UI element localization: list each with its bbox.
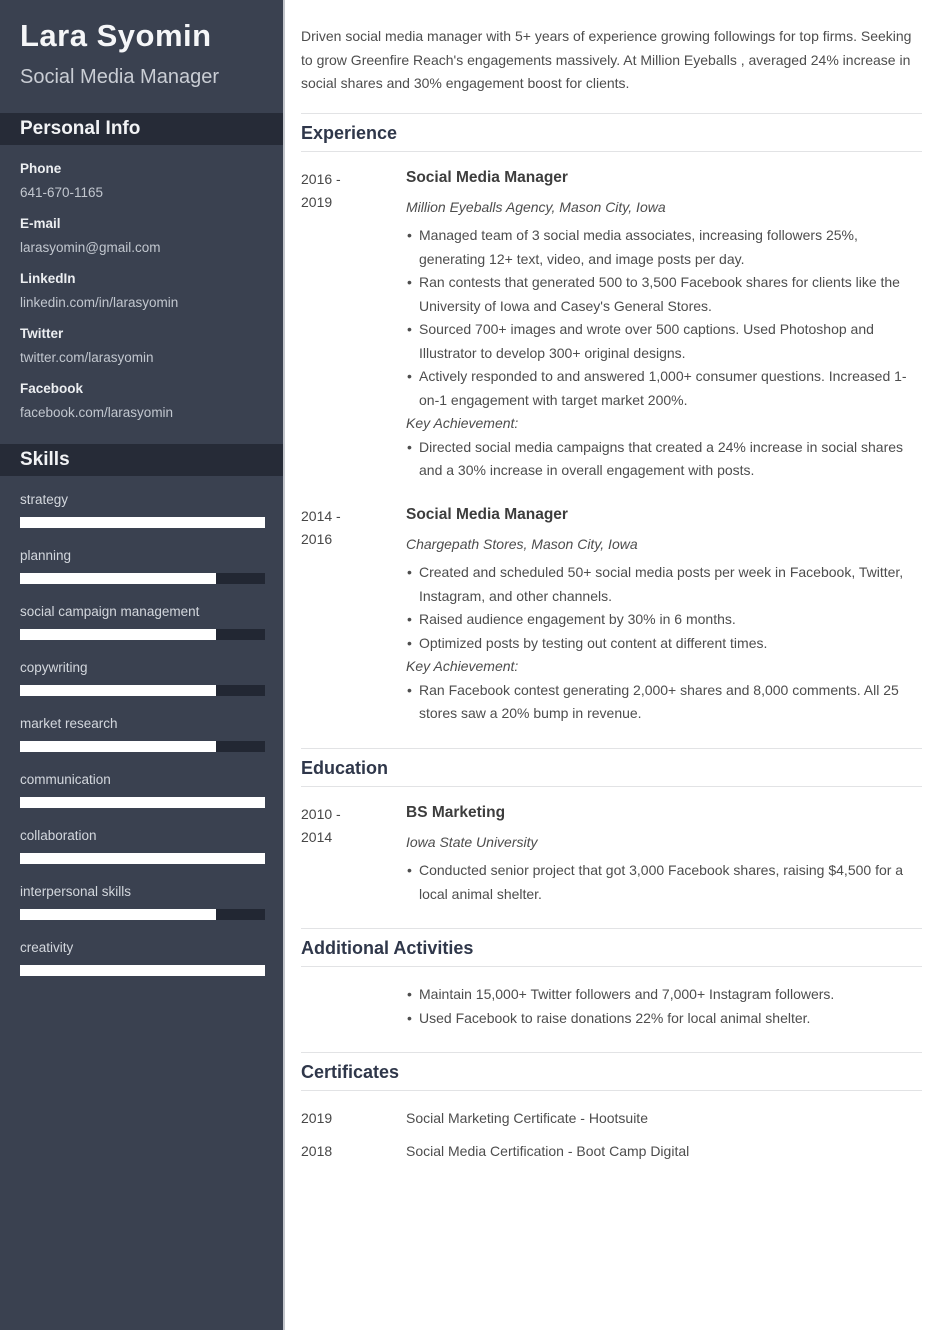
skill-list [0,476,283,993]
experience-entry [301,505,922,726]
education-entry [301,803,922,907]
skill-bar [20,629,265,640]
entry-dates [301,168,406,483]
entry-dates [301,505,406,726]
bullet-item: • Conducted senior project that got 3,000 Facebook shares, raising $4,500 for a local animal shelter. [406,859,922,906]
achievement-bullet: • Directed social media campaigns that created a 24% increase in social shares and a 30% increase in overall engagement with posts. [406,436,922,483]
activities-list [406,983,922,1030]
certificate-list [301,1107,922,1163]
entry-title: Social Media Manager [406,168,568,186]
contact-item-linkedin [20,272,263,310]
skill-bar [20,741,265,752]
summary-text: Driven social media manager with 5+ years of experience growing followings for top firms. Seeking to grow Greenfire Reach's engagements massively. At Million Eyeballs , averaged 24% increase in social shares and 30% engagement boost for clients. [301,28,912,91]
skill-bar-fill [20,965,265,976]
contact-label: LinkedIn [20,271,76,286]
skill-bar [20,517,265,528]
certificate-year: 2019 [301,1110,333,1126]
skill-name: collaboration [20,828,97,843]
education-heading: Education [301,748,922,787]
skill-bar-fill [20,685,216,696]
degree-title: BS Marketing [406,803,506,821]
certificate-year: 2018 [301,1142,333,1159]
skill-bar-fill [20,629,216,640]
experience-heading: Experience [301,113,922,152]
contact-value-email: larasyomin@gmail.com [20,240,161,255]
bullet-item: • Sourced 700+ images and wrote over 500 captions. Used Photoshop and Illustrator to develop 300+ original designs. [406,318,922,365]
achievement-label: Key Achievement: [406,658,519,674]
skill-item [20,493,263,528]
entry-details [406,803,922,907]
section-heading-personal-info: Personal Info [0,113,283,145]
skill-bar-fill [20,853,265,864]
skill-bar [20,797,265,808]
name-block [0,0,283,113]
contact-value-facebook: facebook.com/larasyomin [20,405,174,420]
skill-bar [20,853,265,864]
skill-name: planning [20,548,72,563]
skill-bar-fill [20,573,216,584]
skill-item [20,885,263,920]
achievement-bullet: • Ran Facebook contest generating 2,000+ shares and 8,000 comments. All 25 stores saw a 20% bump in revenue. [406,679,922,726]
certificate-row [301,1140,922,1164]
skill-item [20,549,263,584]
skill-name: social campaign management [20,604,200,619]
candidate-title: Social Media Manager [20,66,219,88]
entry-details [406,505,922,726]
date-end: 2014 [301,829,333,845]
skill-name: copywriting [20,660,88,675]
entry-details [406,168,922,483]
section-heading-skills: Skills [0,444,283,476]
skill-item [20,829,263,864]
contact-label: Phone [20,161,62,176]
skill-bar [20,685,265,696]
skill-bar-fill [20,741,216,752]
certificate-text: Social Marketing Certificate - Hootsuite [406,1110,648,1126]
section-experience [301,113,922,726]
skill-name: communication [20,772,111,787]
skill-name: interpersonal skills [20,884,132,899]
skill-item [20,661,263,696]
entry-organization: Chargepath Stores, Mason City, Iowa [406,535,638,552]
skill-bar-fill [20,909,216,920]
sidebar [0,0,285,1330]
main-content [285,0,941,1330]
skill-name: strategy [20,492,69,507]
contact-value-phone: 641-670-1165 [20,185,104,200]
contact-value-twitter: twitter.com/larasyomin [20,350,154,365]
bullet-item: • Maintain 15,000+ Twitter followers and 7,000+ Instagram followers. [406,983,922,1007]
date-start: 2016 - [301,170,341,187]
contact-item-twitter [20,327,263,365]
contact-item-phone [20,162,263,200]
certificates-heading: Certificates [301,1052,922,1091]
bullet-item: • Optimized posts by testing out content at different times. [406,632,922,656]
contact-label: Twitter [20,326,64,341]
skill-bar-fill [20,797,265,808]
date-end: 2019 [301,194,333,210]
skill-item [20,605,263,640]
entry-dates [301,803,406,907]
contact-list [0,145,283,444]
bullet-item: • Actively responded to and answered 1,000+ consumer questions. Increased 1-on-1 engagement with target market 200%. [406,365,922,412]
section-activities [301,928,922,1030]
date-start: 2010 - [301,805,341,822]
bullet-item: • Managed team of 3 social media associates, increasing followers 25%, generating 12+ text, video, and image posts per day. [406,224,922,271]
bullet-item: • Created and scheduled 50+ social media posts per week in Facebook, Twitter, Instagram, and other channels. [406,561,922,608]
achievement-label: Key Achievement: [406,415,519,431]
skill-name: creativity [20,940,74,955]
school-name: Iowa State University [406,833,538,850]
skill-name: market research [20,716,118,731]
entry-organization: Million Eyeballs Agency, Mason City, Iowa [406,198,666,215]
contact-label: E-mail [20,216,61,231]
certificate-row [301,1107,922,1131]
entry-title: Social Media Manager [406,505,568,523]
candidate-name: Lara Syomin [20,18,212,53]
skill-bar [20,909,265,920]
date-start: 2014 - [301,507,341,524]
skill-bar [20,573,265,584]
skill-item [20,773,263,808]
date-end: 2016 [301,531,333,547]
activities-heading: Additional Activities [301,928,922,967]
bullet-item: • Ran contests that generated 500 to 3,500 Facebook shares for clients like the University of Iowa and Casey's General Stores. [406,271,922,318]
contact-item-email [20,217,263,255]
experience-entry [301,168,922,483]
contact-item-facebook [20,382,263,420]
certificate-text: Social Media Certification - Boot Camp Digital [406,1142,690,1159]
contact-value-linkedin: linkedin.com/in/larasyomin [20,295,179,310]
section-certificates [301,1052,922,1163]
skill-bar [20,965,265,976]
skill-item [20,941,263,976]
skill-item [20,717,263,752]
section-education [301,748,922,907]
bullet-item: • Used Facebook to raise donations 22% for local animal shelter. [406,1007,922,1031]
bullet-item: • Raised audience engagement by 30% in 6 months. [406,608,922,632]
skill-bar-fill [20,517,265,528]
contact-label: Facebook [20,381,84,396]
